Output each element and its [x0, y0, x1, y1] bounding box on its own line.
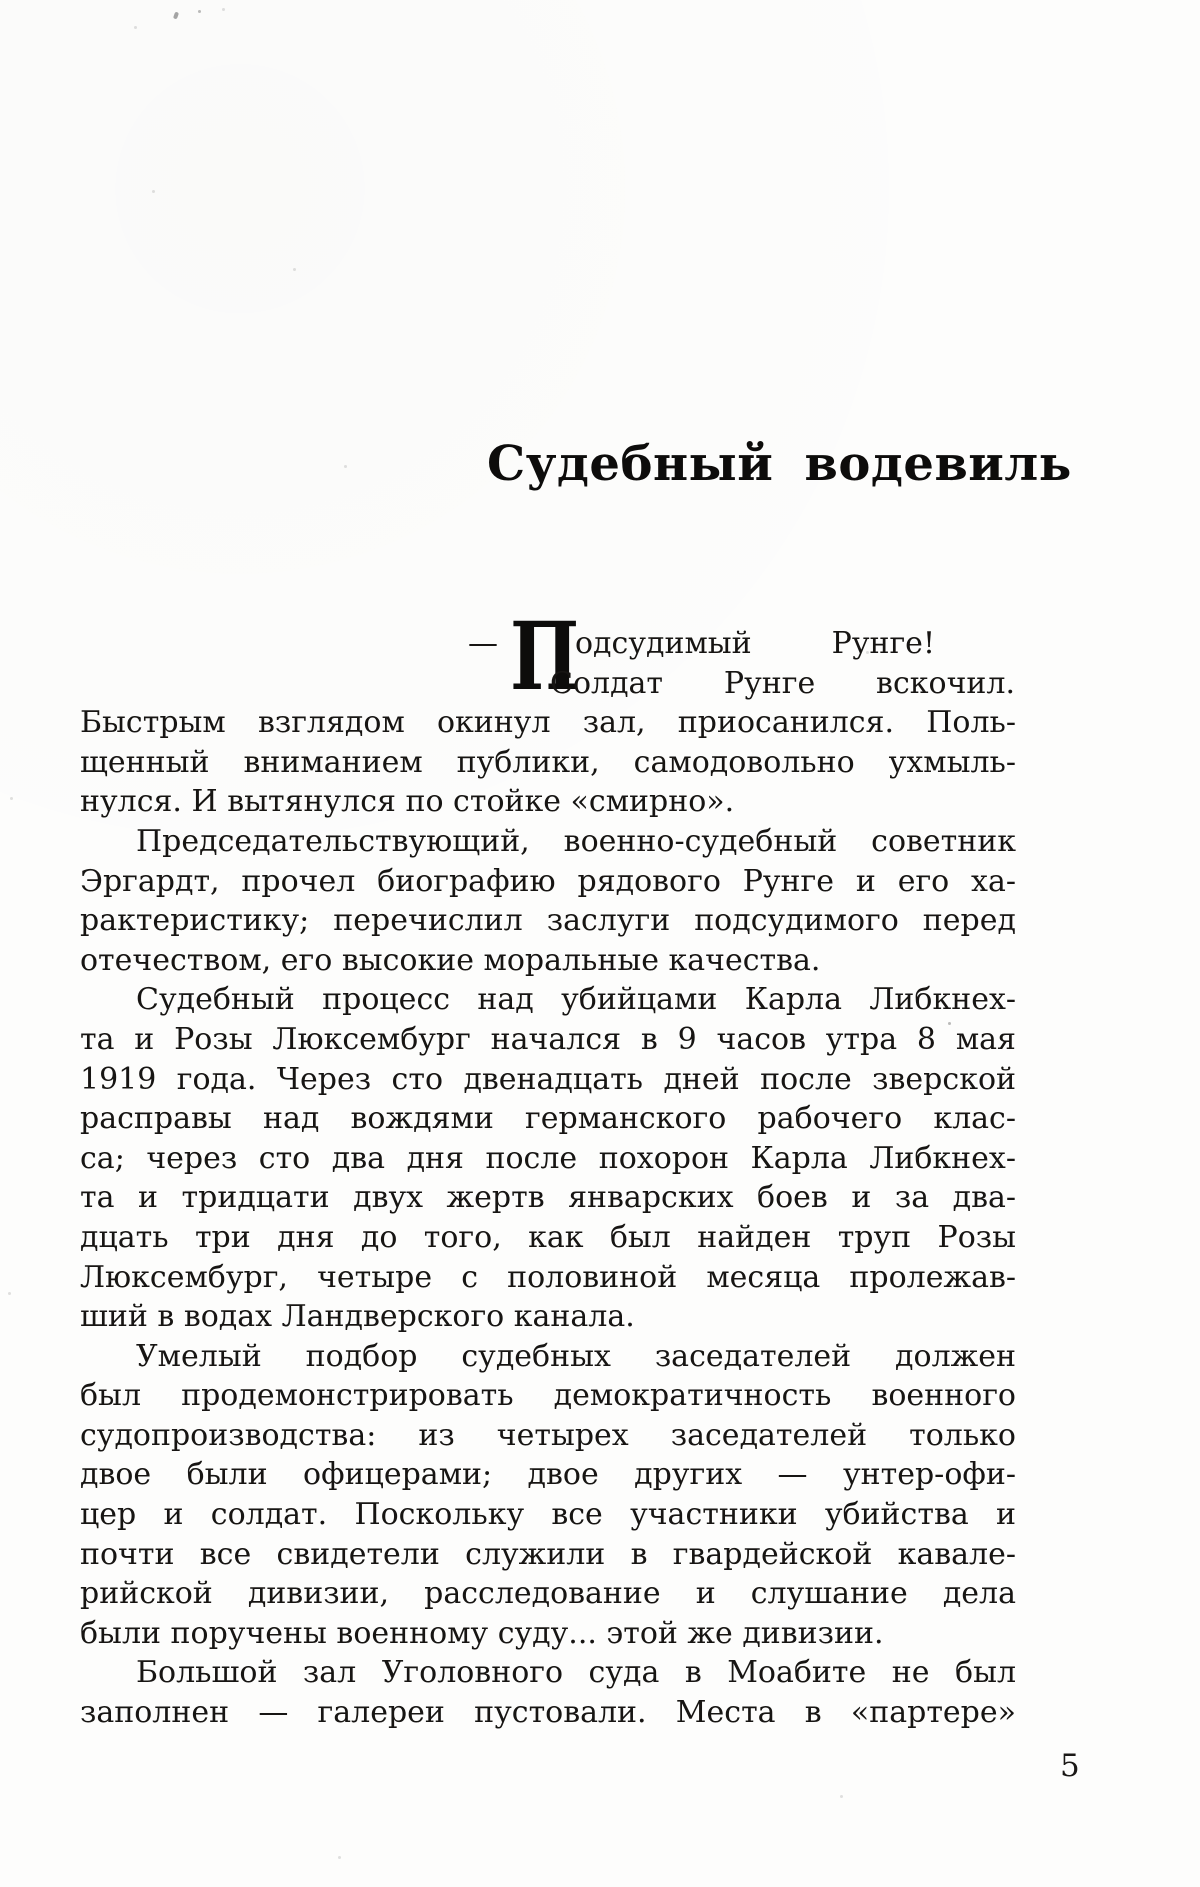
text-line: рийской дивизии, расследование и слушание дела	[80, 1576, 1016, 1612]
text-line: Люксембург, четыре с половиной месяца пролежав-	[80, 1259, 1016, 1295]
text-line: щенный вниманием публики, самодовольно ухмыль-	[80, 744, 1016, 780]
text-line: та и Розы Люксембург начался в 9 часов утра 8 мая	[80, 1021, 1016, 1057]
text-line: ший в водах Ландверского канала.	[80, 1299, 635, 1335]
text-line: Большой зал Уголовного суда в Моабите не был	[136, 1655, 1016, 1691]
text-line: са; через сто два дня после похорон Карла Либкнех-	[80, 1140, 1016, 1176]
text-line: почти все свидетели служили в гвардейской кавале-	[80, 1536, 1016, 1572]
text-line: Судебный процесс над убийцами Карла Либкнех-	[136, 982, 1016, 1018]
text-line: расправы над вождями германского рабочего клас-	[80, 1101, 1016, 1137]
scan-speck	[840, 1795, 843, 1798]
text-line: были поручены военному суду... этой же дивизии.	[80, 1615, 884, 1651]
text-line: Эргардт, прочел биографию рядового Рунге и его ха-	[80, 863, 1016, 899]
text-line: заполнен — галереи пустовали. Места в «партере»	[80, 1695, 1016, 1731]
text-line: Быстрым взглядом окинул зал, приосанился. Поль-	[80, 705, 1016, 741]
text-line: та и тридцати двух жертв январских боев и за два-	[80, 1180, 1016, 1216]
page-number: 5	[1060, 1748, 1080, 1784]
text-line: дцать три дня до того, как был найден труп Розы	[80, 1219, 1016, 1255]
text-line: отечеством, его высокие моральные качества.	[80, 942, 821, 978]
scan-speck	[10, 797, 13, 800]
text-line: нулся. И вытянулся по стойке «смирно».	[80, 784, 735, 820]
scan-speck	[344, 465, 347, 468]
text-line: 1919 года. Через сто двенадцать дней после зверской	[80, 1061, 1016, 1097]
text-line: Солдат Рунге вскочил.	[550, 665, 1015, 701]
text-line: Председательствующий, военно-судебный советник	[136, 823, 1016, 859]
scan-speck	[198, 10, 201, 13]
chapter-title: Судебный водевиль	[487, 436, 1072, 492]
drop-cap: П	[510, 602, 580, 712]
scan-speck	[8, 1292, 11, 1295]
text-column	[80, 703, 1016, 1732]
scan-speck	[293, 268, 296, 271]
scan-speck	[338, 1856, 341, 1859]
text-line: цер и солдат. Поскольку все участники убийства и	[80, 1497, 1016, 1533]
text-line: двое были офицерами; двое других — унтер-офи-	[80, 1457, 1016, 1493]
dialogue-dash: —	[468, 626, 498, 661]
text-line: был продемонстрировать демократичность военного	[80, 1378, 1016, 1414]
text-line: одсудимый Рунге!	[575, 626, 935, 661]
scan-speck	[152, 190, 155, 193]
text-line: Умелый подбор судебных заседателей должен	[136, 1338, 1016, 1374]
scan-speck	[222, 8, 225, 11]
text-line: судопроизводства: из четырех заседателей только	[80, 1417, 1016, 1453]
scan-speck	[134, 26, 137, 29]
scan-speck	[173, 12, 179, 20]
text-line: рактеристику; перечислил заслуги подсудимого перед	[80, 903, 1016, 939]
